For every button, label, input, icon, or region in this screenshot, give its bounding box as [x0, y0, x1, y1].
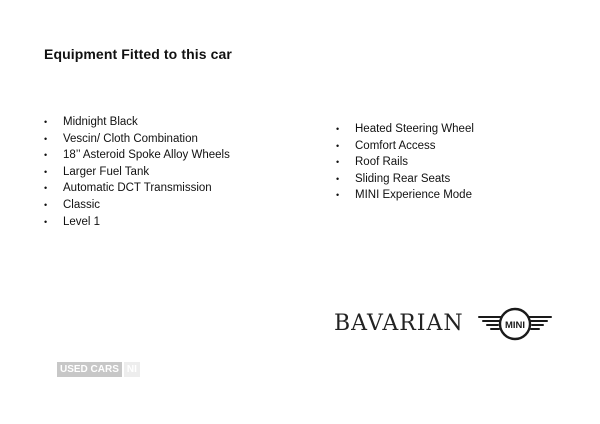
equipment-item-label: Larger Fuel Tank [63, 165, 150, 178]
bullet-icon: • [336, 157, 340, 168]
equipment-item-label: Sliding Rear Seats [355, 172, 451, 185]
equipment-item-label: Midnight Black [63, 116, 138, 128]
equipment-item [44, 164, 230, 181]
equipment-item-label: Level 1 [63, 215, 101, 228]
equipment-item [44, 180, 230, 197]
bullet-icon: • [44, 199, 48, 210]
equipment-item [44, 147, 230, 164]
equipment-item-label: Comfort Access [355, 139, 436, 152]
badge-ni: NI [124, 362, 140, 377]
bullet-icon: • [336, 190, 340, 201]
equipment-list-right [336, 121, 474, 204]
bullet-icon: • [44, 216, 48, 227]
equipment-item [336, 187, 474, 204]
used-cars-ni-badge [57, 362, 140, 377]
equipment-item-label: Heated Steering Wheel [355, 123, 474, 135]
page-title: Equipment Fitted to this car [44, 46, 232, 62]
equipment-item-label: Roof Rails [355, 156, 409, 169]
bullet-icon: • [44, 150, 48, 161]
equipment-list-left [44, 114, 230, 230]
equipment-item [336, 154, 474, 171]
equipment-item-label: 18’’ Asteroid Spoke Alloy Wheels [63, 149, 230, 162]
equipment-item-label: MINI Experience Mode [355, 189, 472, 202]
equipment-item [44, 197, 230, 214]
bullet-icon: • [44, 183, 48, 194]
equipment-item [44, 114, 230, 131]
bullet-icon: • [336, 140, 340, 151]
equipment-item-label: Vescin/ Cloth Combination [63, 132, 198, 145]
equipment-item-label: Automatic DCT Transmission [63, 182, 212, 195]
bullet-icon: • [336, 173, 340, 184]
mini-wings-logo-icon [477, 307, 553, 343]
equipment-item [336, 121, 474, 138]
equipment-item [336, 171, 474, 188]
bullet-icon: • [44, 117, 48, 127]
equipment-item [44, 131, 230, 148]
mini-logo-text: MINI [504, 320, 526, 331]
dealer-logo-text: BAVARIAN [334, 311, 464, 336]
equipment-item [44, 214, 230, 231]
equipment-item [336, 138, 474, 155]
bullet-icon: • [336, 124, 340, 134]
bullet-icon: • [44, 166, 48, 177]
bullet-icon: • [44, 133, 48, 144]
badge-used-cars: USED CARS [57, 362, 122, 377]
equipment-item-label: Classic [63, 198, 101, 211]
